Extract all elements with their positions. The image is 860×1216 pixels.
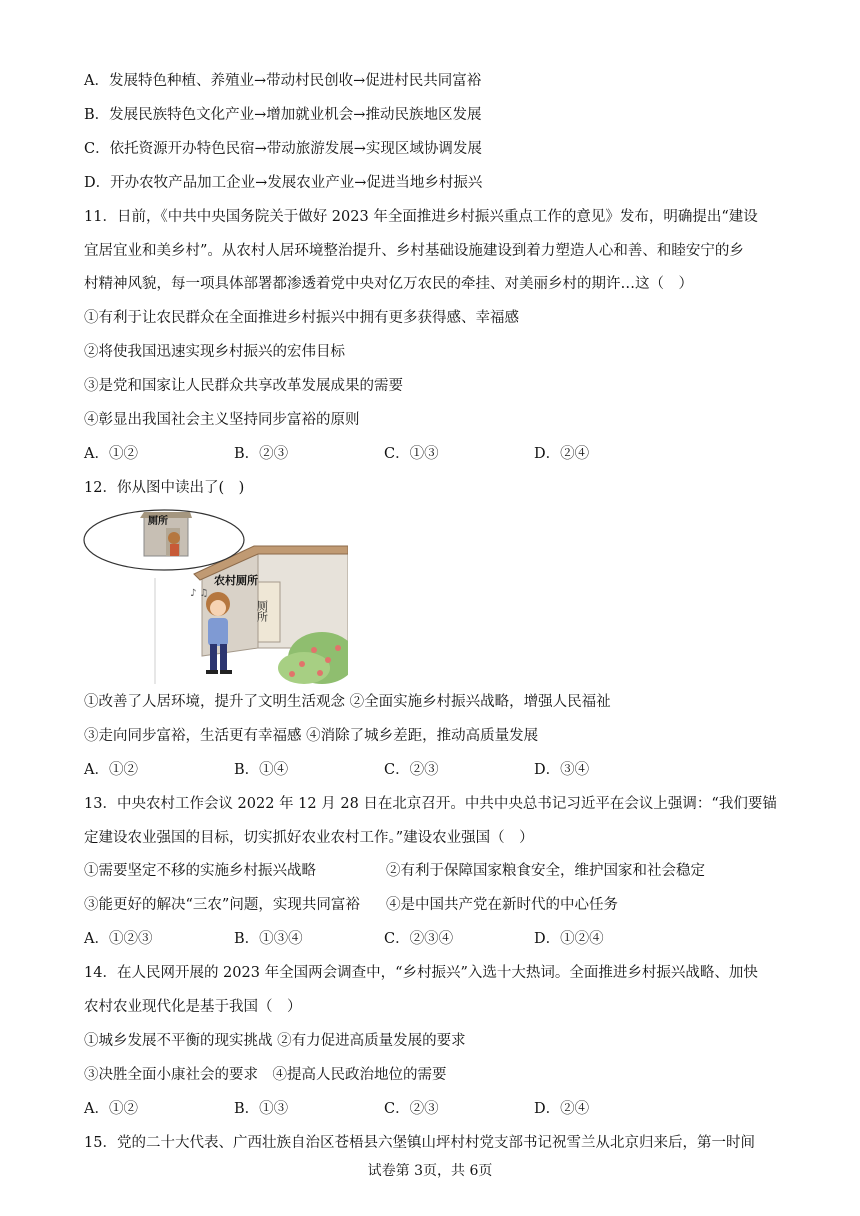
q14-option-c[interactable]: C．②③	[384, 1101, 439, 1117]
q13-item-2: ②有利于保障国家粮食安全，维护国家和社会稳定	[386, 863, 705, 879]
q14-stem-line-1: 14．在人民网开展的 2023 年全国两会调查中，“乡村振兴”入选十大热词。全面推进乡村振兴战略、加快	[84, 965, 758, 981]
q11-option-c[interactable]: C．①③	[384, 446, 439, 462]
q14-option-a[interactable]: A．①②	[84, 1101, 138, 1117]
q11-item-2: ②将使我国迅速实现乡村振兴的宏伟目标	[84, 344, 345, 360]
q12-option-d[interactable]: D．③④	[534, 762, 590, 778]
q10-option-b: B．发展民族特色文化产业→增加就业机会→推动民族地区发展	[84, 107, 482, 123]
svg-text:♪ ♫: ♪ ♫	[190, 588, 209, 599]
q12-options	[84, 760, 684, 780]
q11-item-4: ④彰显出我国社会主义坚持同步富裕的原则	[84, 412, 360, 428]
q12-option-a[interactable]: A．①②	[84, 762, 138, 778]
q12-stem: 12．你从图中读出了( )	[84, 480, 245, 496]
q10-option-c: C．依托资源开办特色民宿→带动旅游发展→实现区域协调发展	[84, 141, 482, 157]
q13-item-4: ④是中国共产党在新时代的中心任务	[386, 897, 618, 913]
q10-option-a: A．发展特色种植、养殖业→带动村民创收→促进村民共同富裕	[84, 73, 482, 89]
q13-stem-line-2: 定建设农业强国的目标，切实抓好农业农村工作。”建设农业强国（ ）	[84, 830, 534, 846]
q14-option-b[interactable]: B．①③	[234, 1101, 289, 1117]
q13-option-b[interactable]: B．①③④	[234, 931, 303, 947]
q12-items-row-2: ③走向同步富裕，生活更有幸福感 ④消除了城乡差距，推动高质量发展	[84, 728, 539, 744]
q13-items-row-2	[84, 895, 618, 915]
q12-option-b[interactable]: B．①④	[234, 762, 289, 778]
q13-options	[84, 929, 684, 949]
q13-option-c[interactable]: C．②③④	[384, 931, 454, 947]
q14-items-row-2: ③决胜全面小康社会的要求 ④提高人民政治地位的需要	[84, 1067, 447, 1083]
q14-option-d[interactable]: D．②④	[534, 1101, 590, 1117]
q12-option-c[interactable]: C．②③	[384, 762, 439, 778]
bubble-toilet-label: 厕所	[148, 516, 168, 527]
q11-option-b[interactable]: B．②③	[234, 446, 289, 462]
toilet-door-label: 厕所	[255, 600, 269, 622]
rural-toilet-illustration	[82, 508, 348, 686]
q11-options	[84, 444, 684, 464]
q13-stem-line-1: 13．中央农村工作会议 2022 年 12 月 28 日在北京召开。中共中央总书记习近平在会议上强调：“我们要锚	[84, 796, 777, 812]
q14-items-row-1: ①城乡发展不平衡的现实挑战 ②有力促进高质量发展的要求	[84, 1033, 466, 1049]
q11-stem-line-2: 宜居宜业和美乡村”。从农村人居环境整治提升、乡村基础设施建设到着力塑造人心和善、和睦安宁的乡	[84, 243, 744, 259]
q13-option-d[interactable]: D．①②④	[534, 931, 604, 947]
q13-item-1: ①需要坚定不移的实施乡村振兴战略	[84, 863, 316, 879]
q11-option-a[interactable]: A．①②	[84, 446, 138, 462]
q13-items-row-1	[84, 861, 705, 881]
q13-item-3: ③能更好的解决“三农”问题，实现共同富裕	[84, 897, 360, 913]
page-footer: 试卷第 3页，共 6页	[367, 1163, 493, 1179]
q11-stem-line-3: 村精神风貌，每一项具体部署都渗透着党中央对亿万农民的牵挂、对美丽乡村的期许…这（ ）	[84, 276, 693, 292]
q12-items-row-1: ①改善了人居环境，提升了文明生活观念 ②全面实施乡村振兴战略，增强人民福祉	[84, 694, 611, 710]
q11-item-3: ③是党和国家让人民群众共享改革发展成果的需要	[84, 378, 403, 394]
q11-item-1: ①有利于让农民群众在全面推进乡村振兴中拥有更多获得感、幸福感	[84, 310, 519, 326]
q11-stem-line-1: 11．日前，《中共中央国务院关于做好 2023 年全面推进乡村振兴重点工作的意见》发布，明确提出“建设	[84, 209, 758, 225]
rural-toilet-sign: 农村厕所	[214, 574, 258, 587]
q14-options	[84, 1099, 684, 1119]
thought-bubble	[84, 510, 244, 570]
q15-stem-line-1: 15．党的二十大代表、广西壮族自治区苍梧县六堡镇山坪村村党支部书记祝雪兰从北京归来后，第一时间	[84, 1135, 755, 1151]
q11-option-d[interactable]: D．②④	[534, 446, 590, 462]
q10-option-d: D．开办农牧产品加工企业→发展农业产业→促进当地乡村振兴	[84, 175, 483, 191]
q13-option-a[interactable]: A．①②③	[84, 931, 153, 947]
q14-stem-line-2: 农村农业现代化是基于我国（ ）	[84, 999, 302, 1015]
